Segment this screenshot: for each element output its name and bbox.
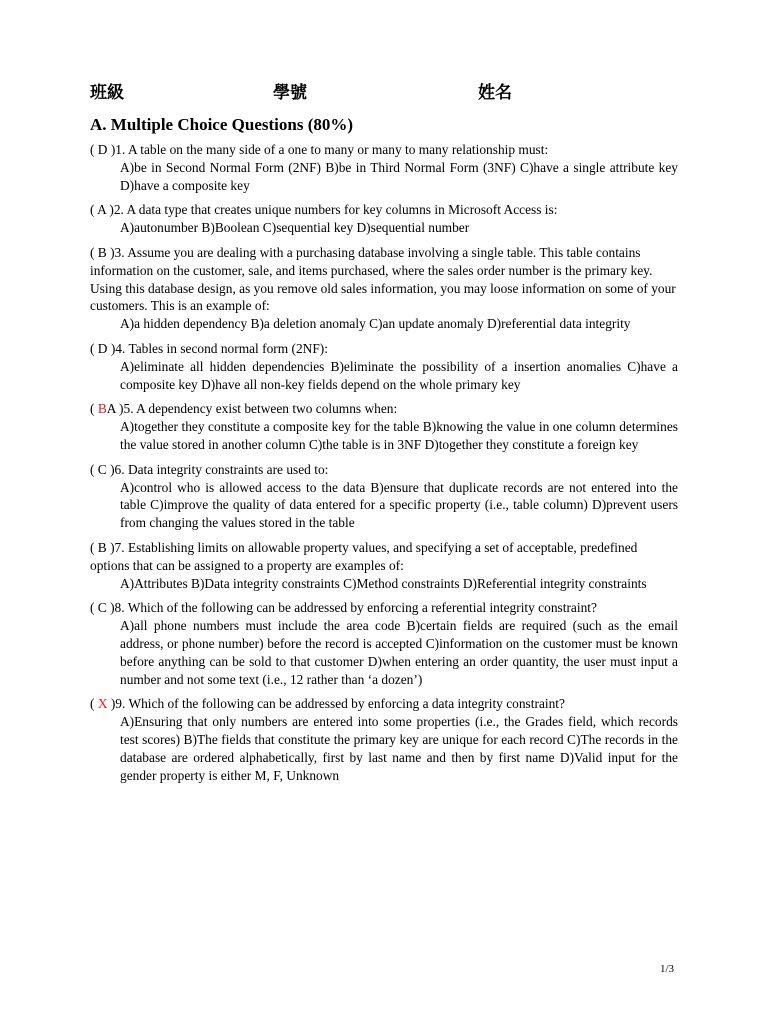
- answer-correction: X: [97, 696, 108, 712]
- answer-mark: ( C ): [90, 461, 115, 477]
- question-stem: 9. Which of the following can be addressed by enforcing a data integrity constraint?: [115, 696, 565, 712]
- question-stem: 6. Data integrity constraints are used to:: [114, 461, 329, 477]
- question-7: [90, 539, 678, 592]
- question-2: [90, 201, 678, 237]
- answer-mark: ( B ): [90, 539, 115, 555]
- question-1: [90, 141, 678, 194]
- question-stem: 5. A dependency exist between two columns when:: [123, 401, 398, 417]
- page-number: 1/3: [660, 963, 675, 975]
- question-9: [90, 695, 678, 784]
- question-options: A)a hidden dependency B)a deletion anomaly C)an update anomaly D)referential data integrity: [120, 316, 631, 332]
- question-5: [90, 400, 678, 453]
- student-number-label: 學號: [273, 83, 307, 103]
- answer-mark: ( D ): [90, 340, 116, 356]
- answer-mark: ( D ): [90, 142, 116, 157]
- class-label: 班級: [90, 83, 124, 103]
- question-stem: 1. A table on the many side of a one to many or many to many relationship must:: [115, 142, 549, 157]
- question-options: A)eliminate all hidden dependencies B)eliminate the possibility of a insertion anomalies C)have a composite key D)have all non-key fields depend on the whole primary key: [120, 358, 678, 392]
- answer-mark-tail: A ): [106, 401, 124, 417]
- question-6: [90, 461, 678, 532]
- question-options: A)autonumber B)Boolean C)sequential key D)sequential number: [120, 220, 470, 236]
- question-8: [90, 599, 678, 688]
- question-options: A)Attributes B)Data integrity constraints C)Method constraints D)Referential integrity constraints: [120, 575, 647, 591]
- question-stem: 8. Which of the following can be addressed by enforcing a referential integrity constraint?: [114, 600, 597, 616]
- question-options: A)together they constitute a composite key for the table B)knowing the value in one column determines the value stored in another column C)the table is in 3NF D)together they constitute a foreign key: [120, 419, 678, 452]
- answer-mark: ( A ): [90, 202, 114, 218]
- answer-mark-tail: ): [107, 696, 116, 712]
- question-options: A)be in Second Normal Form (2NF) B)be in Third Normal Form (3NF) C)have a single attribute key D)have a composite key: [120, 159, 678, 193]
- answer-mark: ( B ): [90, 244, 115, 260]
- section-title: A. Multiple Choice Questions (80%): [90, 115, 354, 134]
- question-3: [90, 244, 678, 333]
- answer-correction: B: [97, 401, 107, 417]
- question-stem: 7. Establishing limits on allowable property values, and specifying a set of acceptable, predefined options that can be assigned to a property are examples of:: [90, 539, 638, 573]
- question-options: A)Ensuring that only numbers are entered into some properties (i.e., the Grades field, which records test scores) B)The fields that constitute the primary key are unique for each record C)The records in the database are ordered alphabetically, first by last name and then by first name D)Valid input for the gender property is either M, F, Unknown: [120, 714, 678, 783]
- question-4: [90, 340, 678, 393]
- answer-mark: ( C ): [90, 600, 115, 616]
- question-options: A)control who is allowed access to the data B)ensure that duplicate records are not entered into the table C)improve the quality of data entered for a specific property (i.e., table column) D)prevent users from changing the values stored in the table: [120, 479, 678, 531]
- student-info-header: [0, 78, 768, 103]
- question-options: A)all phone numbers must include the area code B)certain fields are required (such as the email address, or phone number) before the record is accepted C)information on the customer must be known before anything can be sold to that customer D)when entering an order quantity, the user must input a number and not some text (i.e., 12 rather than ‘a dozen’): [120, 618, 678, 687]
- answer-mark: (: [90, 401, 98, 417]
- question-stem: 3. Assume you are dealing with a purchasing database involving a single table. This table contains information on the customer, sale, and items purchased, where the sales order number is the primary key. Using this database design, as you remove old sales information, you may loose information on some of your customers. This is an example of:: [90, 244, 676, 314]
- question-stem: 2. A data type that creates unique numbers for key columns in Microsoft Access is:: [113, 202, 558, 218]
- name-label: 姓名: [478, 83, 512, 103]
- question-stem: 4. Tables in second normal form (2NF):: [115, 340, 328, 356]
- question-list: [90, 141, 678, 791]
- answer-mark: (: [90, 696, 98, 712]
